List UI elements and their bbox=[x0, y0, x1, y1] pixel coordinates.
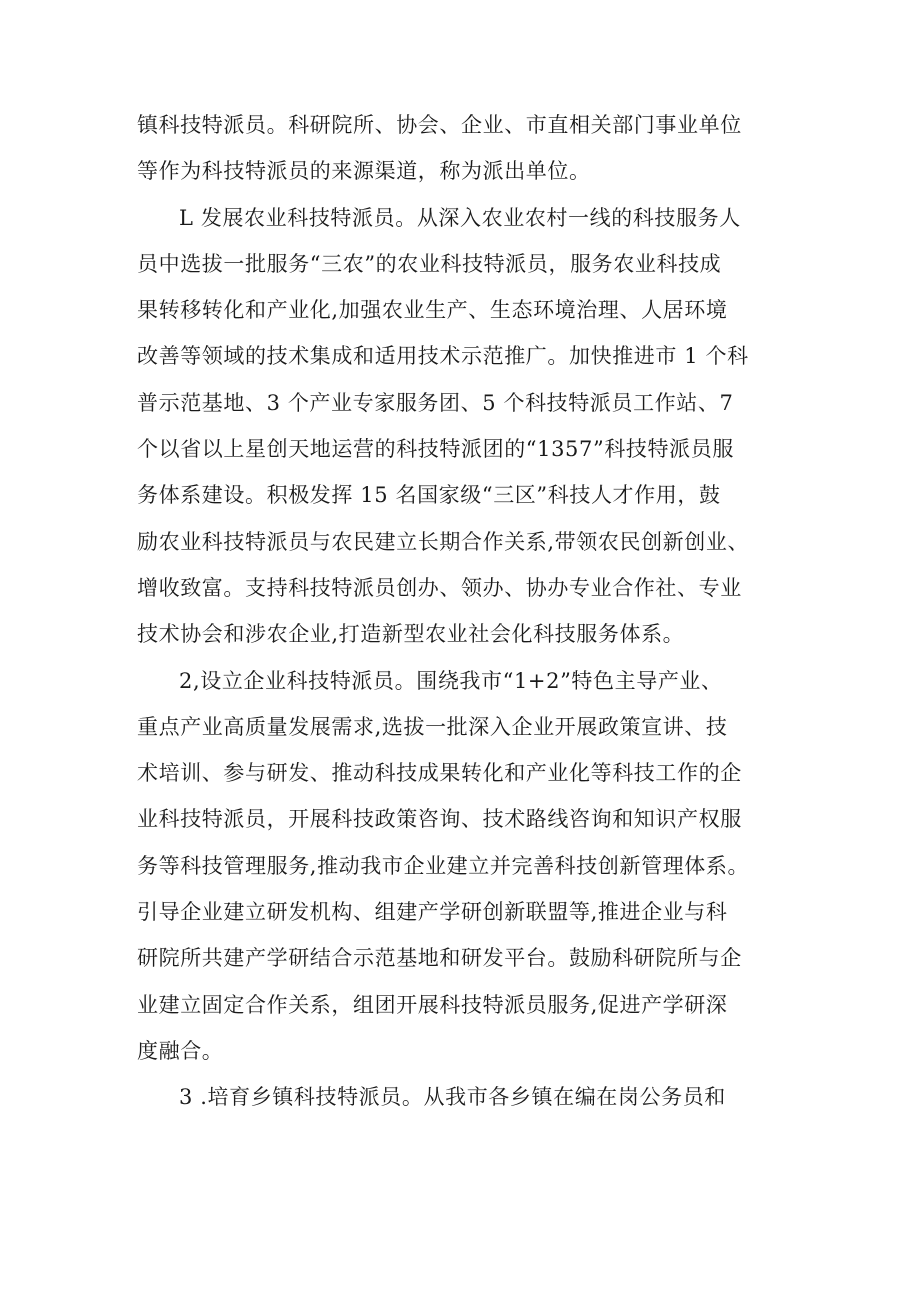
text-line: 励农业科技特派员与农民建立长期合作关系,带领农民创新创业、 bbox=[137, 529, 750, 554]
text-line: 镇科技特派员。科研院所、协会、企业、市直相关部门事业单位 bbox=[137, 113, 742, 137]
text-line: 增收致富。支持科技特派员创办、领办、协办专业合作社、专业 bbox=[137, 575, 742, 600]
text-line: 研院所共建产学研结合示范基地和研发平台。鼓励科研院所与企 bbox=[137, 946, 742, 971]
text-line: 改善等领域的技术集成和适用技术示范推广。加快推进市 1 个科 bbox=[137, 344, 749, 369]
text-line: 务体系建设。积极发挥 15 名国家级“三区”科技人才作用，鼓 bbox=[137, 483, 721, 508]
text-line: 度融合。 bbox=[137, 1038, 224, 1063]
text-line: 果转移转化和产业化,加强农业生产、生态环境治理、人居环境 bbox=[137, 298, 728, 323]
text-line: L 发展农业科技特派员。从深入农业农村一线的科技服务人 bbox=[179, 205, 741, 230]
text-line: 引导企业建立研发机构、组建产学研创新联盟等,推进企业与科 bbox=[137, 900, 728, 925]
text-line: 业科技特派员，开展科技政策咨询、技术路线咨询和知识产权服 bbox=[137, 807, 742, 832]
text-line: 技术协会和涉农企业,打造新型农业社会化科技服务体系。 bbox=[137, 622, 685, 647]
text-line: 普示范基地、3 个产业专家服务团、5 个科技特派员工作站、7 bbox=[137, 390, 734, 415]
paragraph-item-1 bbox=[137, 195, 801, 658]
text-line: 等作为科技特派员的来源渠道，称为派出单位。 bbox=[137, 159, 591, 184]
text-line: 3 .培育乡镇科技特派员。从我市各乡镇在编在岗公务员和 bbox=[179, 1085, 726, 1110]
text-line: 重点产业高质量发展需求,选拔一批深入企业开展政策宣讲、技 bbox=[137, 714, 728, 739]
paragraph-item-2 bbox=[137, 658, 801, 1075]
paragraph-item-3 bbox=[137, 1074, 801, 1120]
text-line: 务等科技管理服务,推动我市企业建立并完善科技创新管理体系。 bbox=[137, 853, 750, 878]
text-line: 员中选拔一批服务“三农”的农业科技特派员，服务农业科技成 bbox=[137, 251, 722, 276]
text-line: 业建立固定合作关系，组团开展科技特派员服务,促进产学研深 bbox=[137, 992, 728, 1017]
text-line: 术培训、参与研发、推动科技成果转化和产业化等科技工作的企 bbox=[137, 761, 742, 786]
text-line: 个以省以上星创天地运营的科技特派团的“1357”科技特派员服 bbox=[137, 437, 734, 462]
text-line: 2,设立企业科技特派员。围绕我市“1+2”特色主导产业、 bbox=[179, 668, 723, 693]
document-body bbox=[137, 102, 801, 1121]
paragraph-intro-continued bbox=[137, 102, 801, 195]
